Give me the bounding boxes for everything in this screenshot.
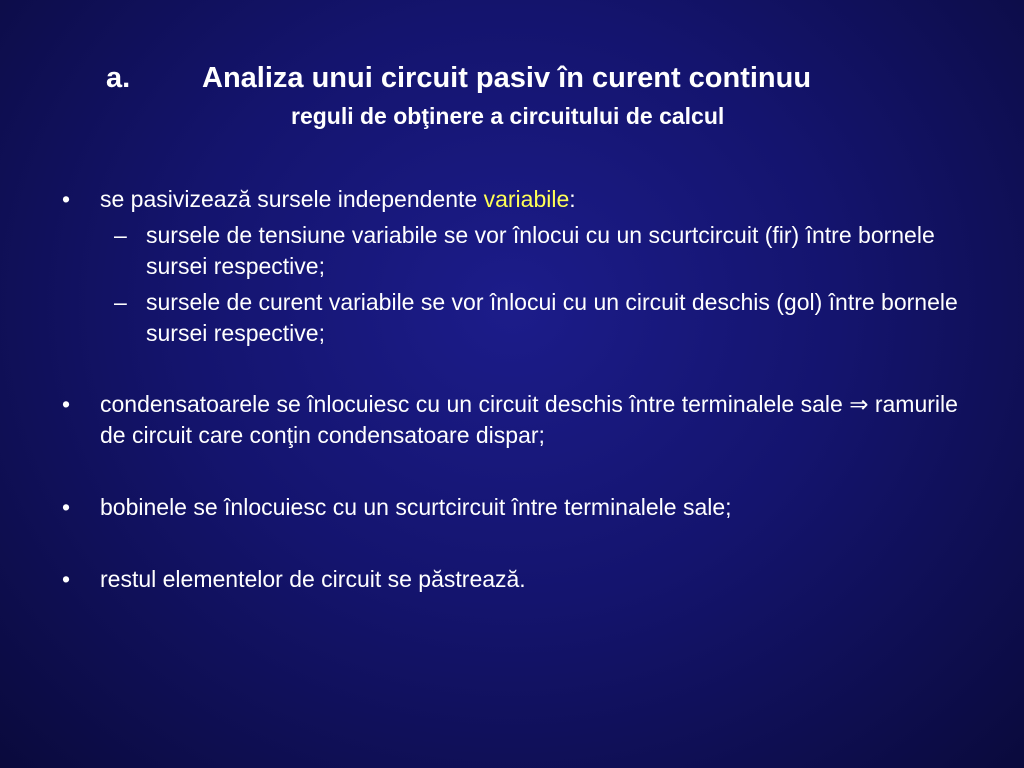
bullet-text: bobinele se înlocuiesc cu un scurtcircuit între terminalele sale;: [100, 494, 732, 520]
title-block: [0, 58, 1024, 129]
subitem-text: sursele de tensiune variabile se vor înlocui cu un scurtcircuit (fir) între bornele sursei respective;: [146, 222, 935, 279]
bullet-dot: •: [62, 566, 71, 592]
implies-arrow-icon: ⇒: [849, 391, 869, 417]
bullet-text: condensatoarele se înlocuiesc cu un circuit deschis între terminalele sale: [100, 391, 850, 417]
subitem-text: sursele de curent variabile se vor înlocui cu un circuit deschis (gol) între bornele sursei respective;: [146, 289, 958, 346]
slide-title: Analiza unui circuit pasiv în curent continuu: [202, 62, 812, 94]
bullet-text: se pasivizează sursele independente: [100, 186, 484, 212]
bullet-text: restul elementelor de circuit se păstrează.: [100, 566, 526, 592]
bullet-suffix: :: [569, 186, 576, 212]
bullet-list: [0, 184, 1024, 595]
title-marker: a.: [106, 62, 131, 94]
sub-dash: –: [114, 289, 127, 315]
bullet-text-continued: ramurile de circuit care conţin condensatoare dispar;: [100, 391, 958, 448]
bullet-dot: •: [62, 391, 71, 417]
subitem-surse-tensiune: [0, 220, 1024, 282]
slide-subtitle: reguli de obţinere a circuitului de calcul: [291, 103, 725, 129]
bullet-item-bobine: [0, 492, 1024, 523]
highlighted-word: variabile: [483, 186, 570, 212]
bullet-dot: •: [62, 186, 71, 212]
bullet-item-pasivizare: [0, 184, 1024, 215]
subitem-surse-curent: [0, 287, 1024, 349]
bullet-item-condensatoare: [0, 389, 1024, 451]
bullet-dot: •: [62, 494, 71, 520]
bullet-item-restul: [0, 564, 1024, 595]
title-line: [0, 58, 1024, 98]
sub-dash: –: [114, 222, 127, 248]
